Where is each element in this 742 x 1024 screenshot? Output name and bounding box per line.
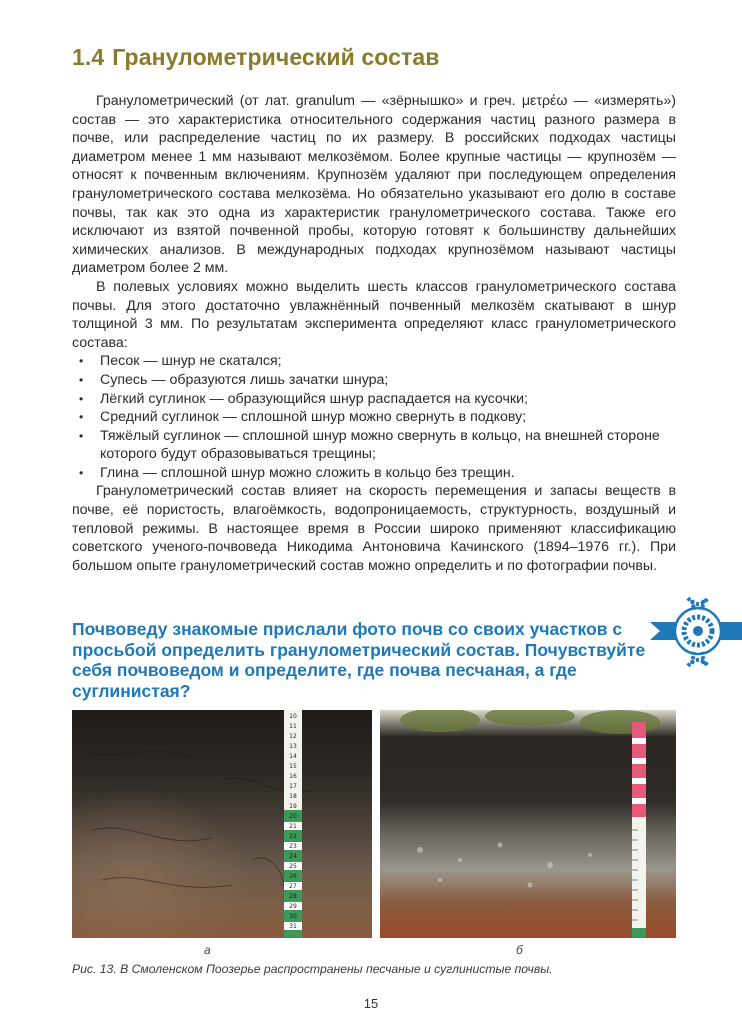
ruler-label: 28 bbox=[289, 893, 297, 900]
paragraph-1: Гранулометрический (от лат. granulum — «зёрнышко» и греч. μετρέω — «измерять») состав — это характеристика относительного содержания частиц разного размера в почве, или распределение частиц по их размеру. В российских подходах частицы диаметром менее 1 мм называют мелкозёмом. Более крупные частицы — крупнозём — относят к почвенным включениям. Крупнозём удаляют при последующем определения гранулометрического состава мелкозёма. Но обязательно указывают его долю в составе почвы, так как это одна из характеристик гранулометрического состава. Также его исключают из взятой почвенной пробы, которую готовят к большинству дальнейших химических анализов. В международных подходах крупнозёмом называют частицы диаметром более 2 мм. bbox=[72, 93, 676, 277]
list-item: • Песок — шнур не скатался; bbox=[100, 352, 676, 371]
list-item: • Глина — сплошной шнур можно сложить в кольцо без трещин. bbox=[100, 464, 676, 483]
page-number: 15 bbox=[363, 996, 379, 1011]
measuring-ruler bbox=[284, 710, 302, 938]
body-text bbox=[72, 92, 676, 575]
ruler-label: 31 bbox=[289, 923, 297, 930]
ruler-label: 26 bbox=[289, 873, 297, 880]
ruler-label: 29 bbox=[289, 903, 297, 910]
ruler-label: 30 bbox=[289, 913, 297, 920]
ruler-label: 12 bbox=[289, 733, 297, 740]
bullet-list bbox=[72, 352, 676, 482]
list-item: • Средний суглинок — сплошной шнур можно свернуть в подкову; bbox=[100, 408, 676, 427]
ruler-label: 15 bbox=[289, 763, 297, 770]
paragraph-2: В полевых условиях можно выделить шесть классов гранулометрического состава почвы. Для этого достаточно увлажнённый почвенный мелкозём скатывают в шнур толщиной 3 мм. По результатам эксперимента определяют класс гранулометрического состава: bbox=[72, 278, 676, 351]
figure-label-b: б bbox=[516, 943, 523, 957]
ruler-label: 22 bbox=[289, 833, 297, 840]
ruler-label: 25 bbox=[289, 863, 297, 870]
figure-caption: Рис. 13. В Смоленском Поозерье распространены песчаные и суглинистые почвы. bbox=[72, 962, 553, 976]
soil-photo-a bbox=[72, 710, 372, 938]
ruler-label: 17 bbox=[289, 783, 297, 790]
list-item: • Супесь — образуются лишь зачатки шнура; bbox=[100, 371, 676, 390]
ruler-label: 23 bbox=[289, 843, 297, 850]
section-title-text: Гранулометрический состав bbox=[112, 44, 440, 70]
ruler-label: 20 bbox=[289, 813, 297, 820]
ruler-label: 11 bbox=[289, 723, 297, 730]
rope-knot-icon bbox=[650, 596, 742, 668]
ruler-label: 21 bbox=[289, 823, 297, 830]
list-item: • Лёгкий суглинок — образующийся шнур распадается на кусочки; bbox=[100, 390, 676, 409]
section-title bbox=[72, 44, 440, 71]
ruler-label: 24 bbox=[289, 853, 297, 860]
paragraph-3: Гранулометрический состав влияет на скорость перемещения и запасы веществ в почве, её пористость, влагоёмкость, водопроницаемость, структурность, воздушный и тепловой режимы. В настоящее время в России широко применяют классификацию советского ученого-почвоведа Никодима Антоновича Качинского (1894–1976 гг.). При большом опыте гранулометрический состав можно определить и по фотографии почвы. bbox=[72, 483, 676, 574]
list-item: • Тяжёлый суглинок — сплошной шнур можно свернуть в кольцо, на внешней стороне которого будут образовываться трещины; bbox=[100, 427, 676, 464]
figure-label-a: а bbox=[204, 943, 211, 957]
section-number: 1.4 bbox=[72, 44, 105, 70]
ruler-label: 14 bbox=[289, 753, 297, 760]
ruler-label: 19 bbox=[289, 803, 297, 810]
question-heading: Почвоведу знакомые прислали фото почв со своих участков с просьбой определить гранулометрический состав. Почувствуйте себя почвоведом и определите, где почва песчаная, а где суглинистая? bbox=[72, 619, 646, 701]
ruler-label: 16 bbox=[289, 773, 297, 780]
ruler-label: 27 bbox=[289, 883, 297, 890]
measuring-ruler bbox=[632, 722, 646, 938]
soil-photo-b bbox=[380, 710, 676, 938]
ruler-label: 10 bbox=[289, 713, 297, 720]
ruler-label: 13 bbox=[289, 743, 297, 750]
ruler-label: 18 bbox=[289, 793, 297, 800]
